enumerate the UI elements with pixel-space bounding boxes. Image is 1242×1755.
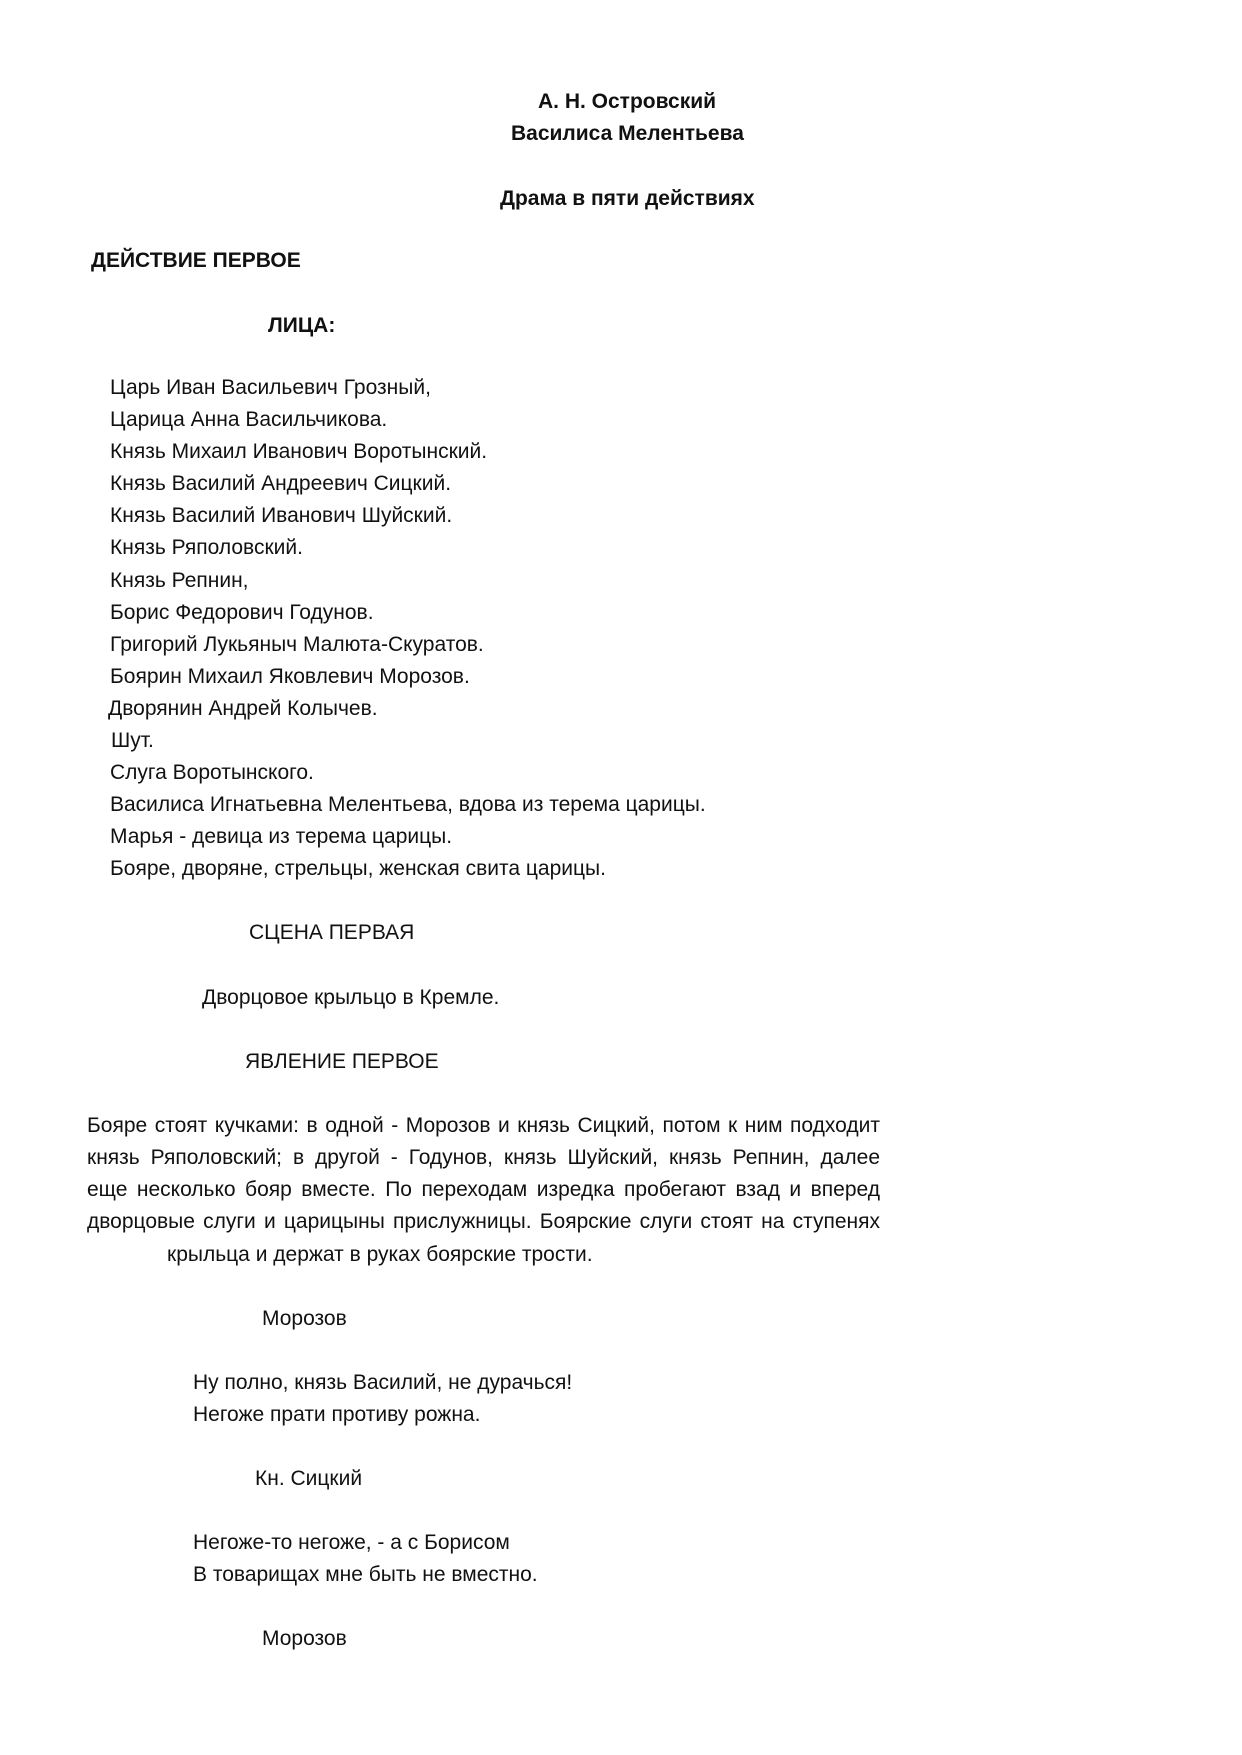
cast-member: Шут. (111, 729, 154, 752)
cast-member: Слуга Воротынского. (110, 761, 314, 784)
cast-heading: ЛИЦА: (268, 314, 336, 337)
cast-member: Князь Михаил Иванович Воротынский. (110, 440, 488, 463)
stage-direction-line: дворцовые слуги и царицыны прислужницы. Боярские слуги стоят на ступенях (87, 1210, 880, 1233)
cast-member: Борис Федорович Годунов. (110, 601, 374, 624)
play-subtitle: Драма в пяти действиях (500, 187, 755, 210)
stage-direction-line: еще несколько бояр вместе. По переходам изредка пробегают взад и вперед (87, 1178, 880, 1201)
cast-member: Григорий Лукьяныч Малюта-Скуратов. (110, 633, 484, 656)
cast-member: Князь Ряполовский. (110, 536, 303, 559)
cast-member: Марья - девица из терема царицы. (110, 825, 453, 848)
dialogue-line: Ну полно, князь Василий, не дурачься! (193, 1371, 573, 1394)
play-title: Василиса Мелентьева (511, 122, 744, 145)
stage-direction-line: крыльца и держат в руках боярские трости. (167, 1243, 593, 1266)
stage-direction-line: Бояре стоят кучками: в одной - Морозов и князь Сицкий, потом к ним подходит (87, 1114, 880, 1137)
cast-member: Дворянин Андрей Колычев. (108, 697, 378, 720)
act-heading: ДЕЙСТВИЕ ПЕРВОЕ (91, 249, 301, 272)
cast-member: Бояре, дворяне, стрельцы, женская свита царицы. (110, 857, 606, 880)
dialogue-line: В товарищах мне быть не вместно. (193, 1563, 538, 1586)
cast-member: Князь Репнин, (110, 569, 249, 592)
cast-member: Боярин Михаил Яковлевич Морозов. (110, 665, 470, 688)
scene-setting: Дворцовое крыльцо в Кремле. (202, 986, 500, 1009)
dialogue-line: Негоже-то негоже, - а с Борисом (193, 1531, 510, 1554)
speaker-name: Морозов (262, 1627, 347, 1650)
speaker-name: Морозов (262, 1307, 347, 1330)
cast-member: Князь Василий Андреевич Сицкий. (110, 472, 452, 495)
cast-member: Царица Анна Васильчикова. (110, 408, 388, 431)
dialogue-line: Негоже прати противу рожна. (193, 1403, 481, 1426)
speaker-name: Кн. Сицкий (255, 1467, 363, 1490)
appearance-heading: ЯВЛЕНИЕ ПЕРВОЕ (245, 1050, 439, 1073)
stage-direction-line: князь Ряполовский; в другой - Годунов, князь Шуйский, князь Репнин, далее (87, 1146, 880, 1169)
cast-member: Василиса Игнатьевна Мелентьева, вдова из терема царицы. (110, 793, 706, 816)
cast-member: Князь Василий Иванович Шуйский. (110, 504, 453, 527)
author-name: А. Н. Островский (538, 90, 717, 113)
cast-member: Царь Иван Васильевич Грозный, (110, 376, 431, 399)
scene-heading: СЦЕНА ПЕРВАЯ (249, 921, 415, 944)
